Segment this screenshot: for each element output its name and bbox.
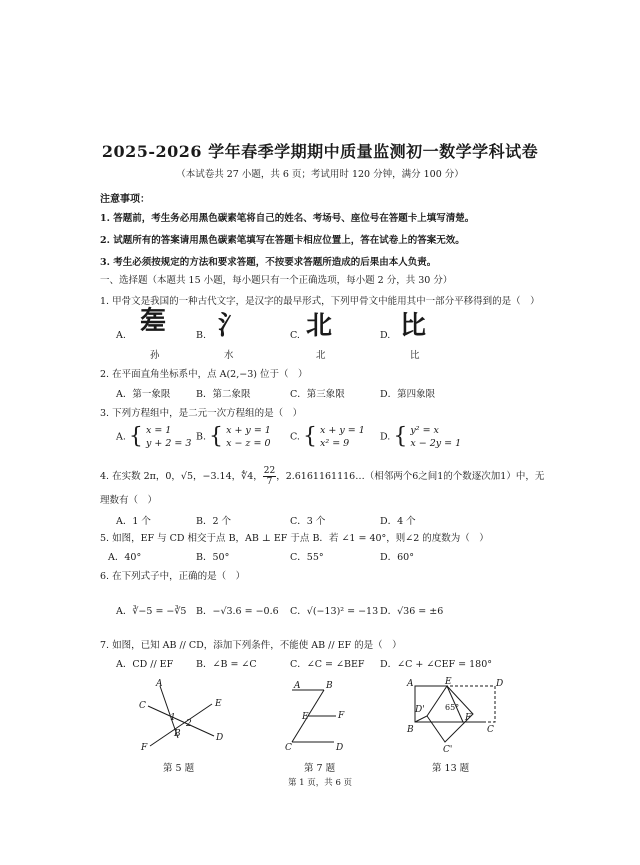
question-4-stem [100,466,544,487]
q1-option-b-label: 水 [224,350,234,361]
fold-edge-1 [415,686,447,722]
q3-d-line-2: x − 2y = 1 [410,438,462,449]
figure-13-diagram [405,676,505,756]
brace-symbol: { [128,424,143,449]
label-b: B [326,681,333,691]
question-5-stem: 5. 如图，EF 与 CD 相交于点 B，AB ⊥ EF 于点 B．若 ∠1 = 40°，则∠2 的度数为（ ） [100,533,489,544]
q6-option-c: C．√(−13)² = −13 [290,606,379,617]
q6-option-d: D．√36 = ±6 [380,606,444,617]
figure-7-diagram [280,678,360,754]
label-c: C [487,725,494,735]
brace-symbol: { [302,424,317,449]
label-c: C [139,701,146,711]
fraction-numerator: 22 [263,466,276,476]
q3-a-line-2: y + 2 = 3 [145,438,192,449]
question-7-stem: 7. 如图，已知 AB // CD，添加下列条件，不能使 AB // EF 的是（ ） [100,640,402,651]
label-e: E [445,677,452,687]
question-3-stem: 3. 下列方程组中，是二元一次方程组的是（ ） [100,408,303,419]
q5-option-c: C．55° [290,552,324,563]
q1-option-a-letter: A. [116,330,126,341]
q4-option-a: A．1 个 [116,516,151,527]
section-heading: 一、选择题（本题共 15 小题，每小题只有一个正确选项，每小题 2 分，共 30 分） [100,275,453,286]
figure-7-caption: 第 7 题 [304,763,336,774]
q3-option-c [290,424,365,450]
q3-option-b-letter: B. [196,431,207,443]
question-4-stem-cont: 理数有（ ） [100,495,158,506]
figure-13-caption: 第 13 题 [432,763,470,774]
label-a: A [407,679,414,689]
q5-option-a: A．40° [108,552,142,563]
label-f: F [338,711,345,721]
page-title: 2025-2026 学年春季学期期中质量监测初一数学学科试卷 [101,142,539,161]
exam-info: （本试卷共 27 小题，共 6 页；考试用时 120 分钟，满分 100 分） [176,169,464,180]
label-a: A [294,681,301,691]
label-b: B [407,725,414,735]
notes-heading: 注意事项： [100,194,150,205]
note-3: 3. 考生必须按规定的方法和要求答题，不按要求答题所造成的后果由本人负责。 [100,257,437,268]
question-2-stem: 2. 在平面直角坐标系中，点 A(2,−3) 位于（ ） [100,369,308,380]
label-c-prime: C' [443,745,453,755]
label-e: E [215,699,222,709]
oracle-bei-glyph: 北 [306,311,333,341]
q4-option-d: D．4 个 [380,516,416,527]
q5-option-b: B．50° [196,552,230,563]
q3-c-line-2: x² = 9 [320,438,350,449]
q3-c-line-1: x + y = 1 [320,425,365,436]
q1-option-d-letter: D. [380,330,391,341]
question-6-stem: 6. 在下列式子中，正确的是（ ） [100,571,246,582]
q7-option-b: B．∠B = ∠C [196,659,257,670]
q1-option-d-label: 比 [410,350,420,361]
q7-option-d: D．∠C + ∠CEF = 180° [380,659,492,670]
q1-option-c-label: 北 [316,350,326,361]
label-d: D [336,743,344,753]
figure-5-caption: 第 5 题 [163,763,195,774]
label-e: E [302,712,309,722]
q1-option-a-label: 孙 [150,350,160,361]
q5-option-d: D．60° [380,552,414,563]
label-angle-65: 65° [445,703,460,712]
oracle-shui-glyph: 氵 [218,311,245,341]
oracle-bi-glyph: 比 [400,311,427,341]
brace-symbol: { [209,424,224,449]
line-ef [150,704,212,746]
figure-5-diagram [130,676,240,756]
q1-option-c-letter: C. [290,330,300,341]
label-angle-2: 2 [186,719,192,729]
label-c: C [285,743,292,753]
q3-b-line-2: x − z = 0 [226,438,271,449]
note-2: 2. 试题所有的答案请用黑色碳素笔填写在答题卡相应位置上，答在试卷上的答案无效。 [100,235,465,246]
q4-option-b: B．2 个 [196,516,232,527]
page-footer: 第 1 页，共 6 页 [287,778,353,788]
q2-option-a: A．第一象限 [116,389,171,400]
brace-symbol: { [393,424,408,449]
label-d: D [496,679,504,689]
label-d-prime: D' [415,705,425,715]
label-b: B [174,729,181,739]
q3-option-d-letter: D. [380,431,391,443]
label-a: A [156,679,163,689]
q4-stem-part-a: 4. 在实数 2π，0，√5，−3.14，∜4， [100,471,263,482]
q3-option-d [380,424,461,450]
q7-option-a: A．CD // EF [116,659,174,670]
label-angle-1: 1 [170,713,176,723]
q3-a-line-1: x = 1 [145,425,172,436]
q7-option-c: C．∠C = ∠BEF [290,659,365,670]
label-f: F [465,713,472,723]
q3-option-a-letter: A. [116,431,126,443]
oracle-sun-glyph: 𢀡 [140,306,167,336]
fraction [263,466,276,487]
q3-option-b [196,424,271,450]
q4-option-c: C．3 个 [290,516,326,527]
fraction-denominator: 7 [266,477,273,487]
q1-option-b-letter: B. [196,330,207,341]
label-f: F [141,743,148,753]
q3-b-line-1: x + y = 1 [226,425,271,436]
q2-option-c: C．第三象限 [290,389,345,400]
q6-option-b: B．−√3.6 = −0.6 [196,606,279,617]
q3-option-a [116,424,191,450]
q3-option-c-letter: C. [290,431,300,443]
q3-d-line-1: y² = x [410,425,439,436]
q6-option-a: A．∛−5 = −∛5 [116,606,187,617]
note-1: 1. 答题前，考生务必用黑色碳素笔将自己的姓名、考场号、座位号在答题卡上填写清楚。 [100,213,475,224]
q2-option-b: B．第二象限 [196,389,251,400]
question-1-stem: 1. 甲骨文是我国的一种古代文字，是汉字的最早形式，下列甲骨文中能用其中一部分平移得到的是（ ） [100,296,540,307]
q2-option-d: D．第四象限 [380,389,436,400]
q4-stem-part-b: ，2.6161161116…（相邻两个6之间1的个数逐次加1）中，无 [276,471,545,482]
line-cd [148,706,214,736]
label-d: D [216,733,224,743]
